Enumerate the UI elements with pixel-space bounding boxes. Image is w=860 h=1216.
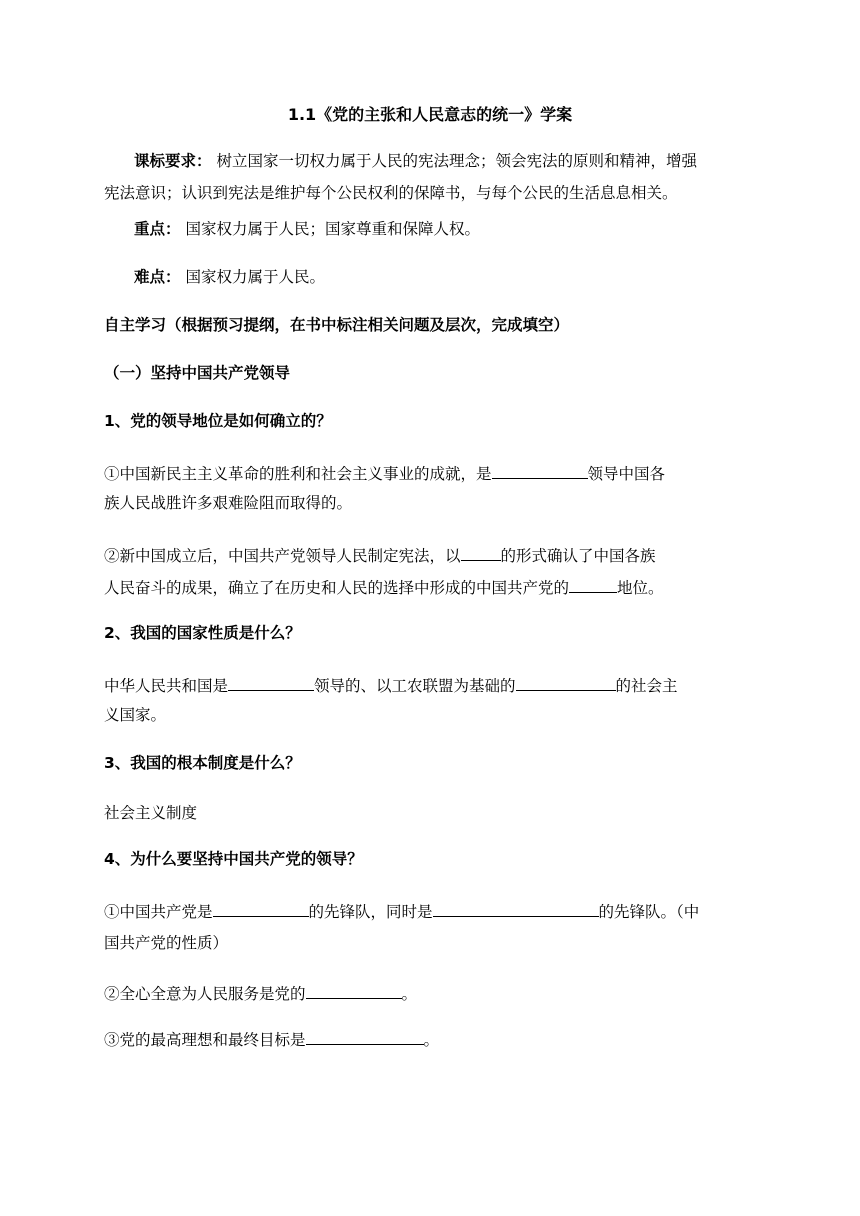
- q4-a1-text-3: 的先锋队。（中: [598, 903, 700, 921]
- fill-blank[interactable]: [433, 900, 599, 917]
- q2-answer-line-1: [104, 674, 678, 697]
- q4-a1-text-1: ①中国共产党是: [104, 903, 213, 921]
- fill-blank[interactable]: [306, 1028, 424, 1045]
- fill-blank[interactable]: [516, 674, 616, 691]
- q3-answer: 社会主义制度: [104, 804, 198, 822]
- page-title: 1.1《党的主张和人民意志的统一》学案: [287, 105, 573, 124]
- key-point-text: 国家权力属于人民；国家尊重和保障人权。: [185, 220, 480, 238]
- key-point-line: [134, 218, 480, 240]
- q4-answer-2: [104, 982, 417, 1005]
- q1-a2-text-1: ②新中国成立后，中国共产党领导人民制定宪法，以: [104, 547, 461, 565]
- q1-a2-text-3: 人民奋斗的成果，确立了在历史和人民的选择中形成的中国共产党的: [104, 579, 570, 597]
- fill-blank[interactable]: [492, 462, 588, 479]
- q4-a2-text-2: 。: [401, 985, 418, 1003]
- q1-a2-text-2: 的形式确认了中国各族: [500, 547, 656, 565]
- question-3-heading: 3、我国的根本制度是什么？: [104, 754, 301, 772]
- q2-text-1: 中华人民共和国是: [104, 677, 229, 695]
- q4-a2-text-1: ②全心全意为人民服务是党的: [104, 985, 306, 1003]
- q4-a1-text-2: 的先锋队，同时是: [308, 903, 433, 921]
- q1-answer-1-line-2: 族人民战胜许多艰难险阻而取得的。: [104, 494, 353, 512]
- q4-answer-3: [104, 1028, 439, 1051]
- q4-answer-1-line-1: [104, 900, 699, 923]
- key-point-label: 重点：: [134, 220, 181, 238]
- fill-blank[interactable]: [213, 900, 309, 917]
- q4-a3-text-1: ③党的最高理想和最终目标是: [104, 1031, 306, 1049]
- difficulty-text: 国家权力属于人民。: [185, 268, 325, 286]
- question-1-heading: 1、党的领导地位是如何确立的？: [104, 412, 332, 430]
- fill-blank[interactable]: [569, 576, 617, 593]
- q1-a1-text-2: 领导中国各: [587, 465, 666, 483]
- difficulty-label: 难点：: [134, 268, 181, 286]
- requirements-text-2: 宪法意识；认识到宪法是维护每个公民权利的保障书，与每个公民的生活息息相关。: [104, 184, 678, 202]
- q1-answer-2-line-2: [104, 576, 664, 599]
- q1-answer-1-line-1: [104, 462, 665, 485]
- q2-text-2: 领导的、以工农联盟为基础的: [314, 677, 516, 695]
- q1-answer-2-line-1: [104, 544, 656, 567]
- fill-blank[interactable]: [461, 544, 501, 561]
- requirements-label: 课标要求：: [134, 152, 212, 170]
- requirements-text-1: 树立国家一切权力属于人民的宪法理念；领会宪法的原则和精神，增强: [216, 152, 697, 170]
- self-study-heading: 自主学习（根据预习提纲，在书中标注相关问题及层次，完成填空）: [104, 316, 570, 334]
- q4-a3-text-2: 。: [423, 1031, 440, 1049]
- q2-answer-line-2: 义国家。: [104, 706, 167, 724]
- section-heading-1: （一）坚持中国共产党领导: [104, 364, 291, 382]
- requirements-line-1: [134, 150, 697, 172]
- q1-a1-text-1: ①中国新民主主义革命的胜利和社会主义事业的成就，是: [104, 465, 492, 483]
- fill-blank[interactable]: [306, 982, 402, 999]
- q4-answer-1-line-2: 国共产党的性质）: [104, 934, 229, 952]
- fill-blank[interactable]: [228, 674, 314, 691]
- q2-text-3: 的社会主: [615, 677, 678, 695]
- question-2-heading: 2、我国的国家性质是什么？: [104, 624, 301, 642]
- difficulty-line: [134, 266, 325, 288]
- q1-a2-text-4: 地位。: [617, 579, 664, 597]
- question-4-heading: 4、为什么要坚持中国共产党的领导？: [104, 850, 363, 868]
